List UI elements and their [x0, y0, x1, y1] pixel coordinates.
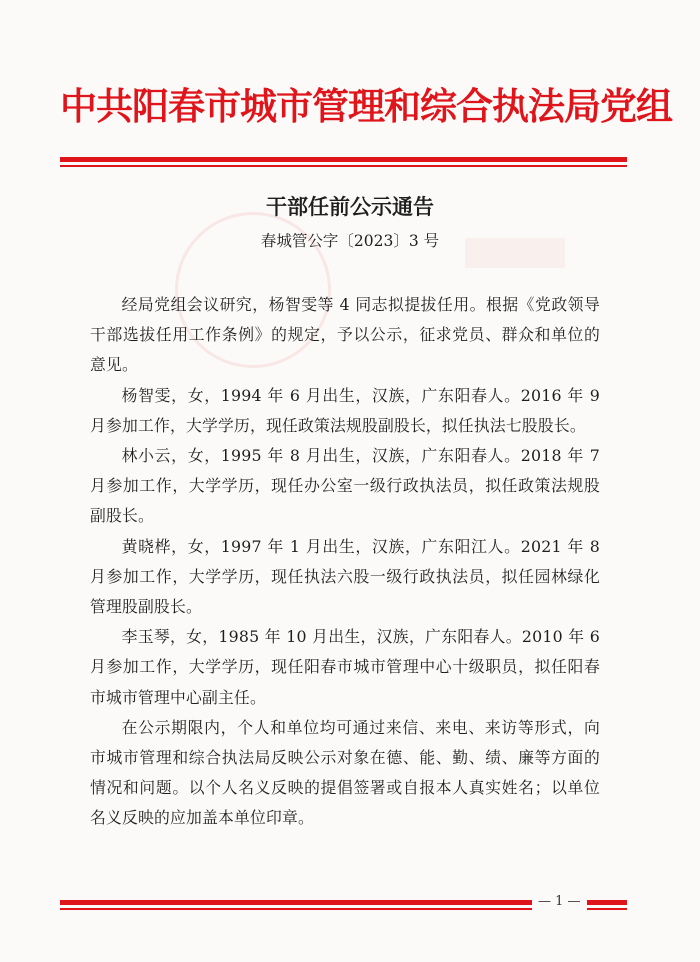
- candidate-paragraph: 黄晓桦，女，1997 年 1 月出生，汉族，广东阳江人。2021 年 8 月参加工作，大学学历，现任执法六股一级行政执法员，拟任园林绿化管理股副股长。: [90, 536, 600, 617]
- red-header-org-name: 中共阳春市城市管理和综合执法局党组: [60, 84, 672, 128]
- document-number: 春城管公字〔2023〕3 号: [260, 232, 440, 250]
- page-number: — 1 —: [532, 893, 587, 911]
- candidate-paragraph: 林小云，女，1995 年 8 月出生，汉族，广东阳春人。2018 年 7 月参加工作，大学学历，现任办公室一级行政执法员，拟任政策法规股副股长。: [90, 446, 600, 526]
- notice-title: 干部任前公示通告: [266, 194, 434, 219]
- header-red-rule-thin: [60, 165, 627, 167]
- feedback-paragraph: 在公示期限内，个人和单位均可通过来信、来电、来访等形式，向市城市管理和综合执法局反映公示对象在德、能、勤、绩、廉等方面的情况和问题。以个人名义反映的提倡签署或自报本人真实姓名；以单位名义反映的应加盖本单位印章。: [90, 717, 600, 828]
- candidate-paragraph: 杨智雯，女，1994 年 6 月出生，汉族，广东阳春人。2016 年 9 月参加工作，大学学历，现任政策法规股副股长，拟任执法七股股长。: [90, 385, 600, 435]
- candidate-paragraph: 李玉琴，女，1985 年 10 月出生，汉族，广东阳春人。2010 年 6 月参加工作，大学学历，现任阳春市城市管理中心十级职员，拟任阳春市城市管理中心副主任。: [90, 627, 600, 707]
- header-red-rule-thick: [60, 157, 627, 162]
- notice-body: [90, 290, 600, 834]
- intro-paragraph: 经局党组会议研究，杨智雯等 4 同志拟提拔任用。根据《党政领导干部选拔任用工作条例》的规定，予以公示，征求党员、群众和单位的意见。: [90, 295, 600, 375]
